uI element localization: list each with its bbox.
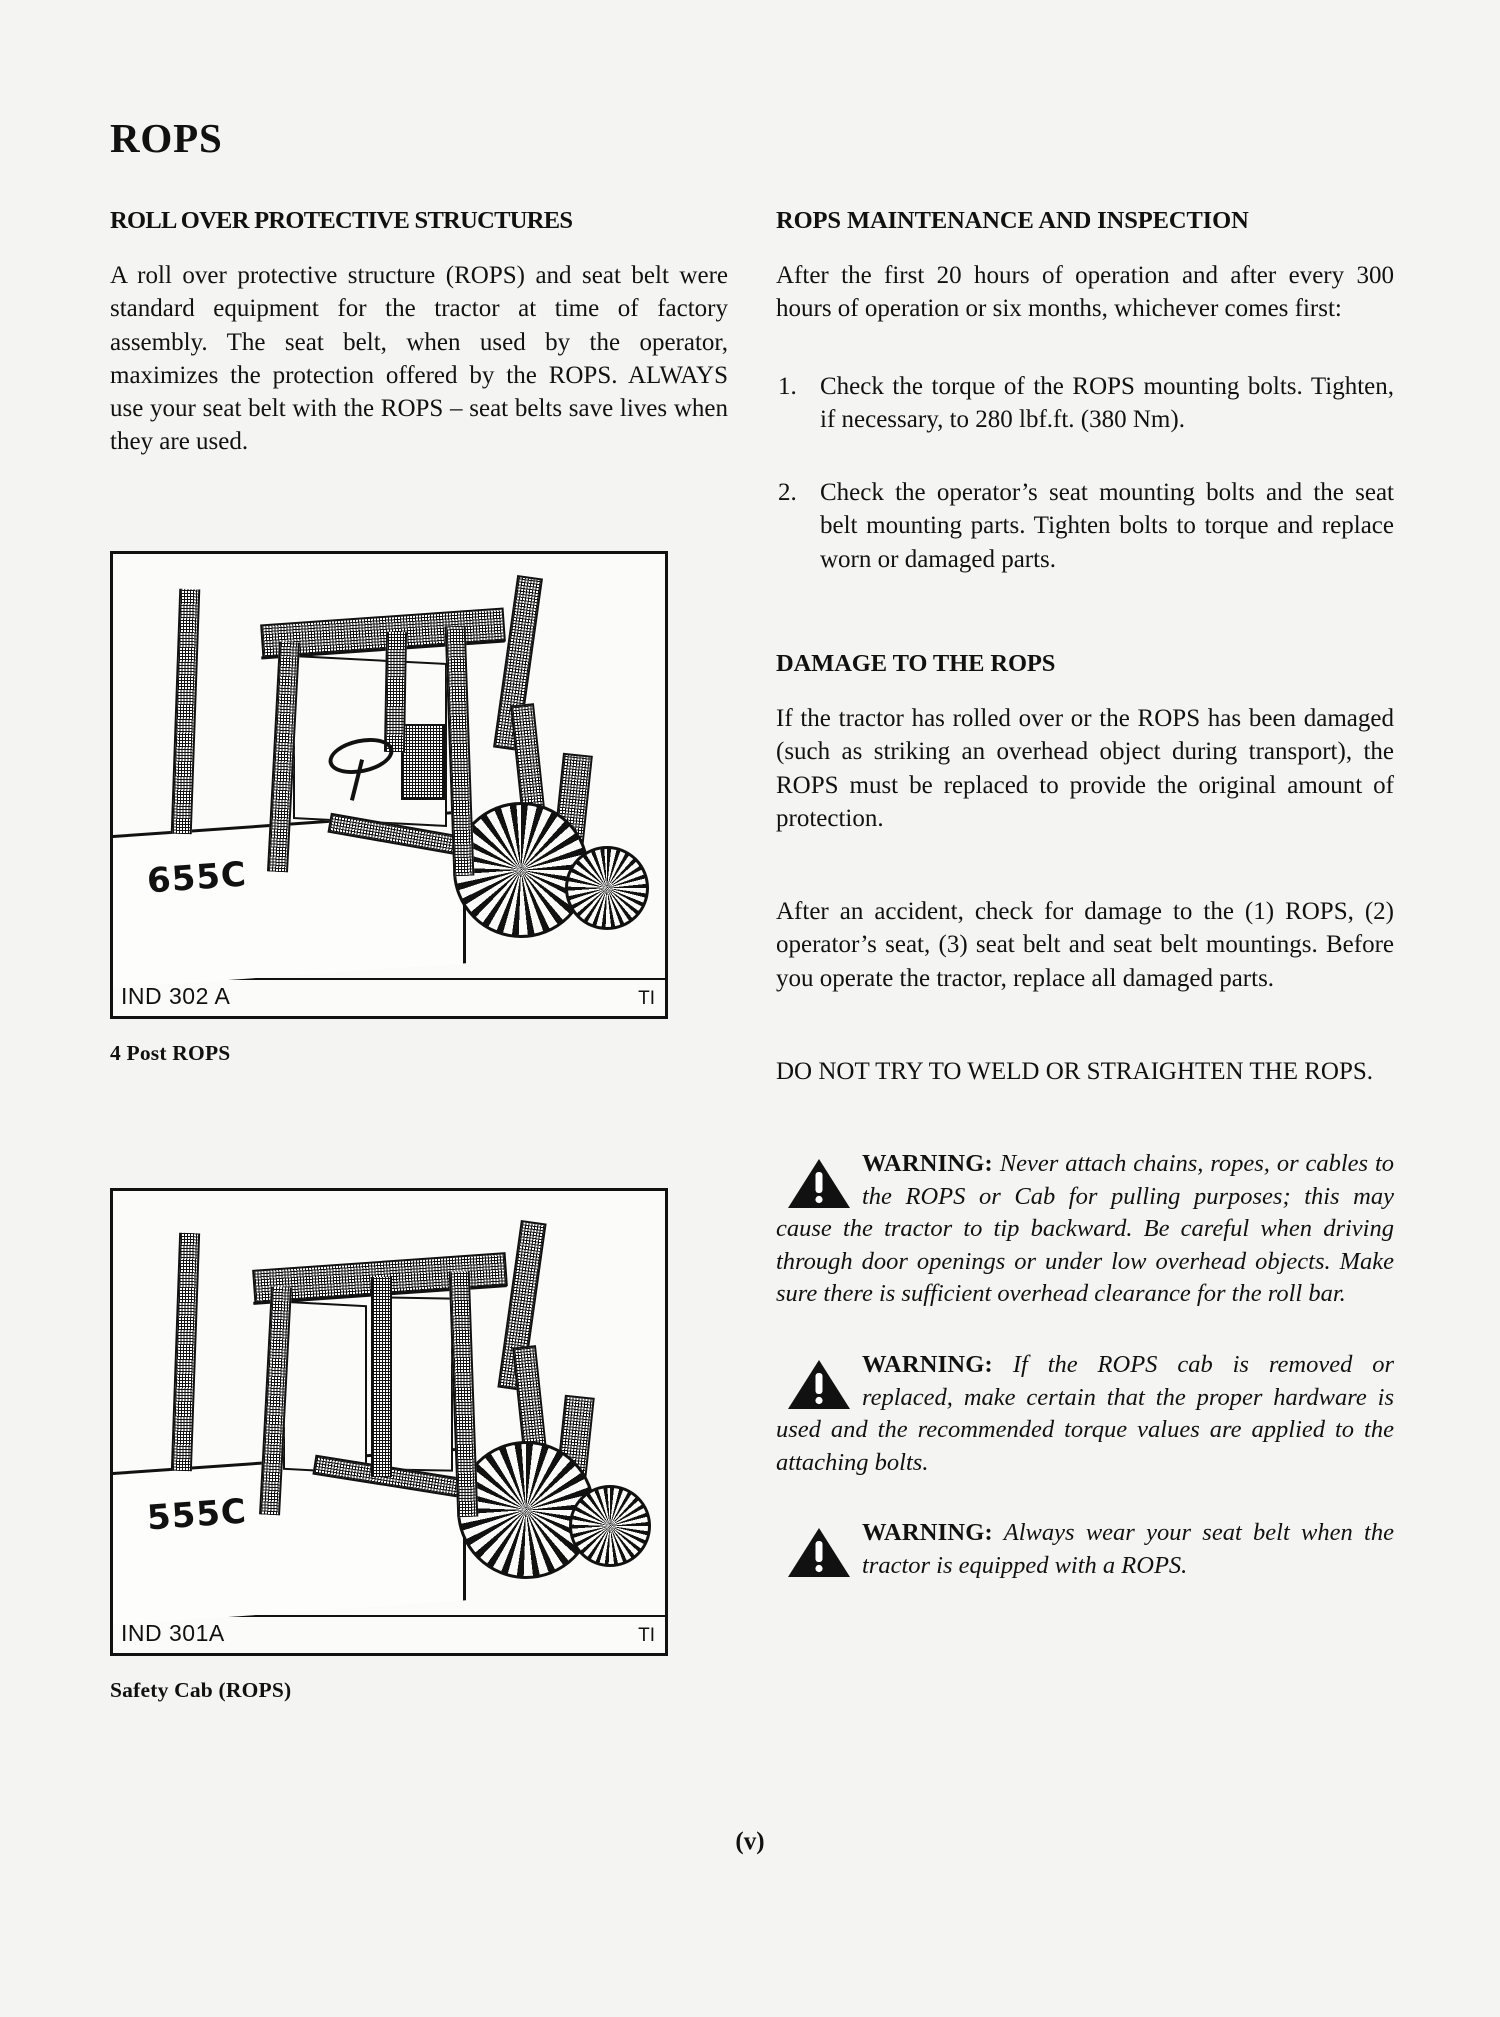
spacer	[776, 1114, 1394, 1148]
figure-id-label: IND 302 A	[121, 982, 231, 1009]
figure-safety-cab-rops	[110, 1188, 728, 1703]
paragraph-damage-1: If the tractor has rolled over or the ROPS has been damaged (such as striking an overhead object during transport), the ROPS must be replaced to provide the original amount of protection.	[776, 705, 1394, 832]
right-column	[776, 207, 1394, 1620]
warning-label: WARNING:	[862, 1150, 993, 1178]
two-column-layout	[110, 207, 1395, 1703]
paragraph-rops-intro: A roll over protective structure (ROPS) and seat belt were standard equipment for the tractor at time of factory assembly. The seat belt, when used by the operator, maximizes the protection offered by the ROPS. ALWAYS use your seat belt with the ROPS – seat belts save lives when they are used.	[110, 262, 728, 456]
figure-4-post-rops	[110, 551, 728, 1066]
model-badge: 555C	[145, 1491, 249, 1539]
figure-corner-mark: TI	[638, 1624, 655, 1646]
page-number: (v)	[735, 1828, 765, 1855]
figure-frame	[110, 1188, 668, 1656]
list-item	[776, 370, 1394, 437]
spacer	[110, 1066, 728, 1122]
warning-label: WARNING:	[862, 1519, 993, 1547]
figure-corner-mark: TI	[638, 987, 655, 1009]
warning-block	[776, 1148, 1394, 1311]
spacer	[776, 861, 1394, 895]
illustration-rops-mid-post	[384, 631, 407, 751]
illustration-exhaust-stack	[171, 588, 201, 834]
page-title: ROPS	[110, 115, 223, 161]
warning-triangle-icon	[786, 1156, 852, 1210]
figure-frame	[110, 551, 668, 1019]
illustration-cab-mid-post	[371, 1277, 392, 1477]
page-content	[110, 115, 1395, 1703]
paragraph-damage-2: After an accident, check for damage to the (1) ROPS, (2) operator’s seat, (3) seat belt and seat belt mountings. Before you operate the tractor, replace all damaged parts.	[776, 898, 1394, 992]
spacer	[776, 616, 1394, 650]
spacer	[776, 1021, 1394, 1055]
spacer	[110, 485, 728, 541]
heading-roll-over-protective-structures: ROLL OVER PROTECTIVE STRUCTURES	[110, 207, 573, 234]
warning-block	[776, 1517, 1394, 1582]
figure-id-label: IND 301A	[121, 1619, 225, 1646]
illustration-front-wheel	[565, 846, 649, 930]
illustration-exhaust-stack	[171, 1232, 200, 1471]
warning-text	[776, 1351, 1394, 1476]
warning-triangle-icon	[786, 1357, 852, 1411]
model-badge: 655C	[145, 854, 249, 902]
list-item-number: 1.	[778, 372, 797, 400]
warning-block	[776, 1349, 1394, 1479]
paragraph-do-not-weld: DO NOT TRY TO WELD OR STRAIGHTEN THE ROPS.	[776, 1057, 1374, 1085]
illustration-cab-window-front	[283, 1300, 367, 1473]
maintenance-steps-list	[776, 370, 1394, 576]
spacer	[110, 1122, 728, 1178]
left-column	[110, 207, 728, 1703]
list-item-text: Check the torque of the ROPS mounting bolts. Tighten, if necessary, to 280 lbf.ft. (380 Nm).	[820, 372, 1394, 433]
warning-label: WARNING:	[862, 1350, 993, 1378]
figure-caption: 4 Post ROPS	[110, 1040, 231, 1065]
illustration-operator-seat	[401, 724, 445, 800]
list-item	[776, 476, 1394, 576]
figure-caption: Safety Cab (ROPS)	[110, 1677, 292, 1702]
warning-text	[776, 1150, 1394, 1307]
warning-message: Never attach chains, ropes, or cables to the ROPS or Cab for pulling purposes; this may cause the tractor to tip backward. Be careful when driving through door openings or under low overhead objects. Make sure there is sufficient overhead clearance for the roll bar.	[776, 1150, 1395, 1308]
heading-rops-maintenance-and-inspection: ROPS MAINTENANCE AND INSPECTION	[776, 207, 1249, 234]
warning-message: If the ROPS cab is removed or replaced, make certain that the proper hardware is used and the recommended torque values are applied to the attaching bolts.	[776, 1350, 1395, 1476]
list-item-text: Check the operator’s seat mounting bolts and the seat belt mounting parts. Tighten bolts to torque and replace worn or damaged parts.	[820, 479, 1394, 573]
list-item-number: 2.	[778, 479, 797, 507]
warning-message: Always wear your seat belt when the tractor is equipped with a ROPS.	[862, 1519, 1394, 1579]
warning-triangle-icon	[786, 1525, 852, 1579]
paragraph-maintenance-intro: After the first 20 hours of operation and after every 300 hours of operation or six months, whichever comes first:	[776, 262, 1394, 323]
warning-text	[862, 1519, 1394, 1579]
heading-damage-to-the-rops: DAMAGE TO THE ROPS	[776, 649, 1056, 677]
illustration-front-wheel	[569, 1485, 651, 1567]
